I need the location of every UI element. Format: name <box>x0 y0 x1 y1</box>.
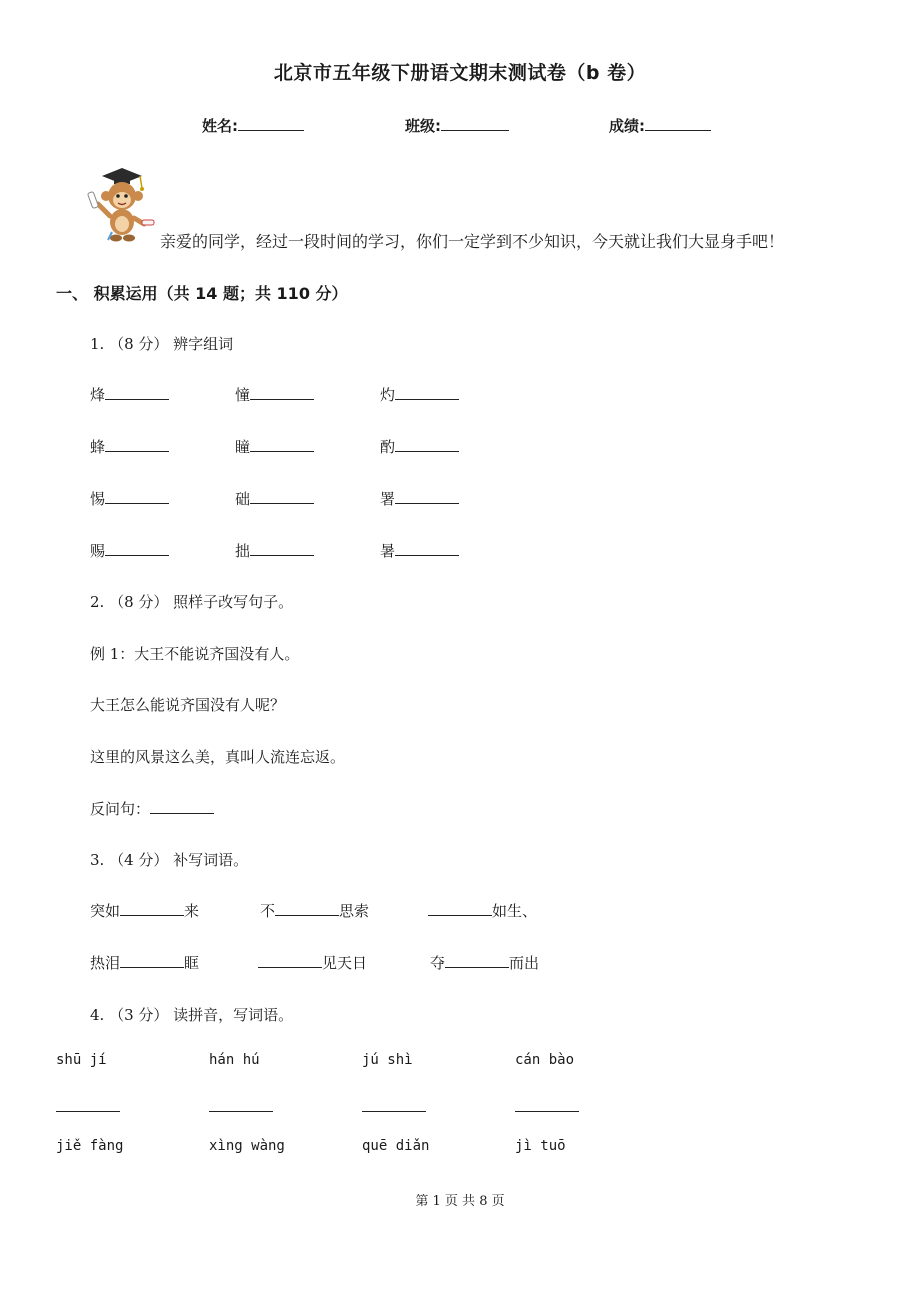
score-field <box>609 115 711 136</box>
question-1-item <box>235 488 314 509</box>
question-3-item <box>258 952 367 973</box>
question-3-answer-blank[interactable] <box>120 954 184 968</box>
question-1-item <box>380 436 459 457</box>
question-4-pinyin: jú shì <box>362 1052 413 1068</box>
question-1-item <box>90 384 169 405</box>
question-1-answer-blank[interactable] <box>250 542 314 556</box>
question-3-prefix: 突如 <box>90 902 121 920</box>
question-1-char: 酌 <box>380 438 396 456</box>
question-1-answer-blank[interactable] <box>250 386 314 400</box>
question-3-prefix: 不 <box>260 902 276 920</box>
question-1-answer-blank[interactable] <box>250 490 314 504</box>
question-3-prefix: 热泪 <box>90 954 121 972</box>
question-1-char: 拙 <box>235 542 251 560</box>
question-1-answer-blank[interactable] <box>105 542 169 556</box>
question-3-suffix: 见天日 <box>322 954 368 972</box>
question-1-char: 蜂 <box>90 438 106 456</box>
question-2-example: 例 1：大王不能说齐国没有人。 <box>90 645 300 663</box>
class-label: 班级: <box>405 117 441 135</box>
question-3-item <box>260 900 369 921</box>
question-2-prompt <box>90 798 214 819</box>
question-2-example-answer: 大王怎么能说齐国没有人呢？ <box>90 696 286 714</box>
question-1-answer-blank[interactable] <box>395 386 459 400</box>
question-2-sentence: 这里的风景这么美，真叫人流连忘返。 <box>90 748 346 766</box>
question-3-item <box>430 952 539 973</box>
question-1-answer-blank[interactable] <box>395 490 459 504</box>
class-blank[interactable] <box>441 116 509 131</box>
question-2-prompt-label: 反问句： <box>90 800 151 818</box>
question-1-char: 瞳 <box>235 438 251 456</box>
question-1-title: 1. （8 分） 辨字组词 <box>90 335 234 353</box>
question-3-answer-blank[interactable] <box>275 902 339 916</box>
page-title: 北京市五年级下册语文期末测试卷（b 卷） <box>273 62 647 84</box>
question-3-title: 3. （4 分） 补写词语。 <box>90 851 249 869</box>
question-4-pinyin: shū jí <box>56 1052 107 1068</box>
question-3-answer-blank[interactable] <box>445 954 509 968</box>
question-1-char: 赐 <box>90 542 106 560</box>
section-1-heading: 一、 积累运用（共 14 题；共 110 分） <box>56 284 348 303</box>
question-3-suffix: 思索 <box>339 902 370 920</box>
question-4-answer-blank[interactable] <box>56 1098 120 1112</box>
question-1-char: 憧 <box>235 386 251 404</box>
score-label: 成绩: <box>609 117 645 135</box>
name-blank[interactable] <box>238 116 304 131</box>
question-1-answer-blank[interactable] <box>105 438 169 452</box>
question-1-item <box>235 384 314 405</box>
question-1-answer-blank[interactable] <box>105 490 169 504</box>
greeting-text: 亲爱的同学，经过一段时间的学习，你们一定学到不少知识，今天就让我们大显身手吧！ <box>160 232 785 251</box>
question-3-answer-blank[interactable] <box>258 954 322 968</box>
question-4-answer-blank[interactable] <box>209 1098 273 1112</box>
name-field <box>202 115 304 136</box>
question-1-answer-blank[interactable] <box>395 438 459 452</box>
question-3-answer-blank[interactable] <box>120 902 184 916</box>
question-1-item <box>90 540 169 561</box>
question-2-answer-blank[interactable] <box>150 800 214 814</box>
question-2-title: 2. （8 分） 照样子改写句子。 <box>90 593 294 611</box>
question-3-suffix: 而出 <box>509 954 540 972</box>
question-4-pinyin: jiě fàng <box>56 1138 124 1154</box>
question-4-answer-blank[interactable] <box>515 1098 579 1112</box>
question-3-item <box>90 900 199 921</box>
question-1-answer-blank[interactable] <box>250 438 314 452</box>
question-1-answer-blank[interactable] <box>105 386 169 400</box>
question-1-answer-blank[interactable] <box>395 542 459 556</box>
question-3-suffix: 眶 <box>184 954 200 972</box>
question-1-char: 惕 <box>90 490 106 508</box>
question-3-suffix: 来 <box>184 902 200 920</box>
question-4-pinyin: xìng wàng <box>209 1138 285 1154</box>
question-1-char: 署 <box>380 490 396 508</box>
question-1-item <box>380 488 459 509</box>
question-1-item <box>235 540 314 561</box>
page-footer: 第 1 页 共 8 页 <box>415 1194 505 1209</box>
question-4-pinyin: jì tuō <box>515 1138 566 1154</box>
question-1-item <box>90 488 169 509</box>
question-1-item <box>235 436 314 457</box>
question-1-char: 烽 <box>90 386 106 404</box>
question-3-prefix: 夺 <box>430 954 446 972</box>
mascot-monkey-icon <box>84 162 160 246</box>
question-4-pinyin: hán hú <box>209 1052 260 1068</box>
question-4-pinyin: cán bào <box>515 1052 575 1068</box>
question-1-char: 灼 <box>380 386 396 404</box>
question-4-pinyin: quē diǎn <box>362 1138 430 1154</box>
question-1-item <box>380 540 459 561</box>
question-3-suffix: 如生、 <box>492 902 538 920</box>
score-blank[interactable] <box>645 116 711 131</box>
question-4-title: 4. （3 分） 读拼音，写词语。 <box>90 1006 294 1024</box>
class-field <box>405 115 509 136</box>
question-3-item <box>90 952 199 973</box>
question-1-item <box>90 436 169 457</box>
question-1-item <box>380 384 459 405</box>
question-1-char: 暑 <box>380 542 396 560</box>
question-3-item <box>428 900 537 921</box>
question-1-char: 础 <box>235 490 251 508</box>
name-label: 姓名: <box>202 117 238 135</box>
question-4-answer-blank[interactable] <box>362 1098 426 1112</box>
question-3-answer-blank[interactable] <box>428 902 492 916</box>
